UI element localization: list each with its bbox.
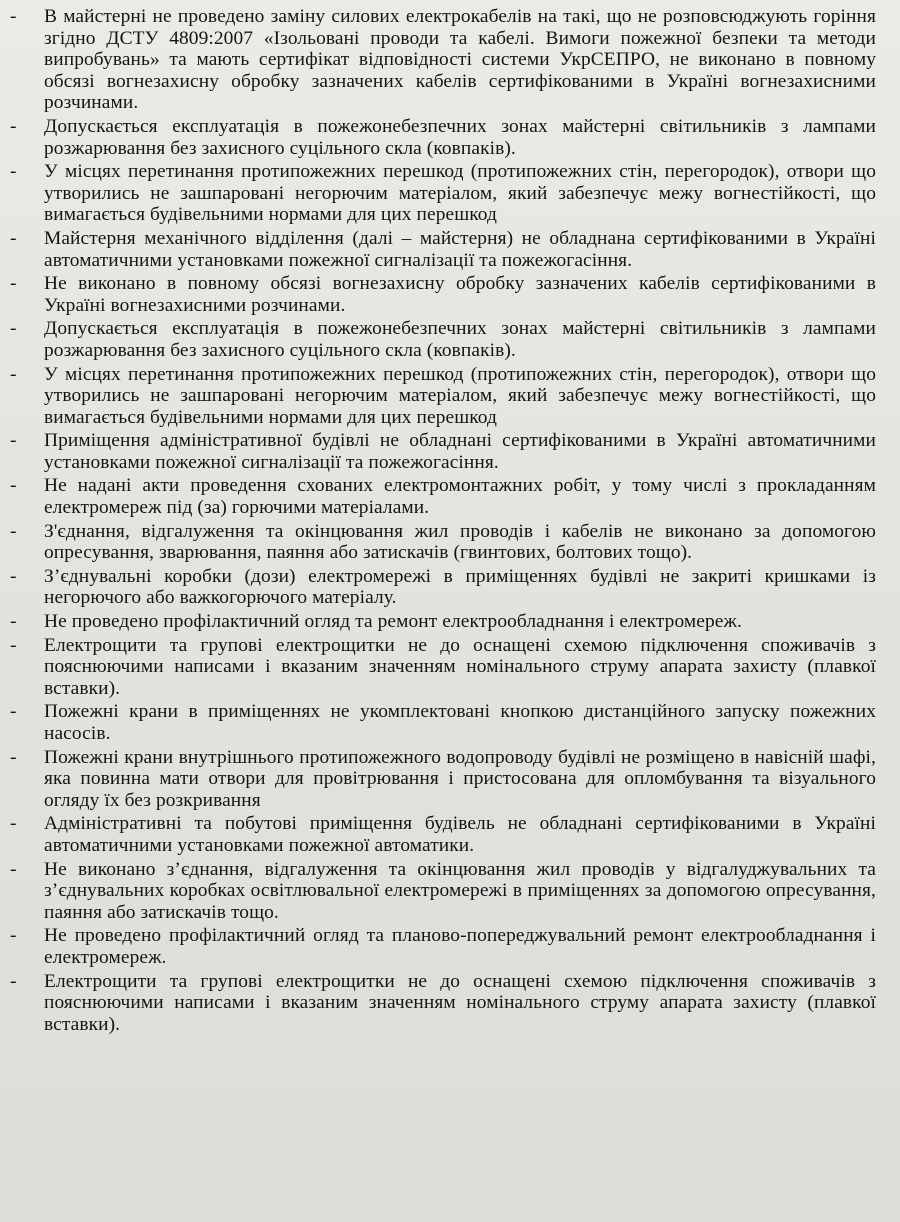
list-item <box>8 521 876 564</box>
bullet-dash: - <box>10 520 17 542</box>
list-item-text: Приміщення адміністративної будівлі не обладнані сертифікованими в Україні автоматичними установками пожежної сигналізації та пожежогасіння. <box>44 430 876 473</box>
bullet-dash: - <box>10 813 17 835</box>
bullet-dash: - <box>10 161 17 183</box>
list-item <box>8 925 876 968</box>
bullet-dash: - <box>10 6 17 27</box>
list-item-text: Майстерня механічного відділення (далі – майстерня) не обладнана сертифікованими в Україні автоматичними установками пожежної сигналізації та пожежогасіння. <box>44 227 876 271</box>
bullet-dash: - <box>10 970 17 992</box>
list-item <box>8 273 876 316</box>
list-item-text: Не виконано в повному обсязі вогнезахисну обробку зазначених кабелів сертифікованими в Україні вогнезахисними розчинами. <box>44 273 876 316</box>
requirements-list <box>8 6 876 1035</box>
list-item <box>8 701 876 744</box>
list-item-text: З'єднання, відгалуження та окінцювання жил проводів і кабелів не виконано за допомогою опресування, зварювання, паяння або затискачів (гвинтових, болтових тощо). <box>44 520 876 564</box>
list-item-text: Пожежні крани в приміщеннях не укомплектовані кнопкою дистанційного запуску пожежних насосів. <box>44 701 876 744</box>
list-item <box>8 635 876 700</box>
list-item <box>8 971 876 1036</box>
bullet-dash: - <box>10 318 17 340</box>
list-item <box>8 161 876 226</box>
list-item <box>8 364 876 429</box>
list-item-text: В майстерні не проведено заміну силових електрокабелів на такі, що не розповсюджують горіння згідно ДСТУ 4809:2007 «Ізольовані проводи та кабелі. Вимоги пожежної безпеки та методи випробувань» та мають сертифікат відповідності системи УкрСЕПРО, не виконано в повному обсязі вогнезахисну обробку зазначених кабелів сертифікованими в Україні вогнезахисними розчинами. <box>44 6 876 114</box>
bullet-dash: - <box>10 475 17 497</box>
list-item-text: Електрощити та групові електрощитки не до оснащені схемою підключення споживачів з пояснюючими написами і вказаним значенням номінального струму апарата захисту (плавкої вставки). <box>44 970 876 1035</box>
list-item-text: У місцях перетинання протипожежних перешкод (протипожежних стін, перегородок), отвори що утворились не зашпаровані негорючим матеріалом, який забезпечує межу вогнестійкості, що вимагається будівельними нормами для цих перешкод <box>44 161 876 226</box>
bullet-dash: - <box>10 611 17 633</box>
bullet-dash: - <box>10 565 17 587</box>
list-item <box>8 859 876 924</box>
bullet-dash: - <box>10 273 17 295</box>
list-item-text: Не надані акти проведення схованих електромонтажних робіт, у тому числі з прокладанням електромереж під (за) горючими матеріалами. <box>44 475 876 519</box>
list-item <box>8 566 876 609</box>
list-item-text: Допускається експлуатація в пожежонебезпечних зонах майстерні світильників з лампами розжарювання без захисного суцільного скла (ковпаків). <box>44 115 876 159</box>
list-item <box>8 475 876 518</box>
list-item <box>8 747 876 812</box>
list-item-text: З’єднувальні коробки (дози) електромережі в приміщеннях будівлі не закриті кришками із негорючого або важкогорючого матеріалу. <box>44 565 876 609</box>
list-item <box>8 611 876 633</box>
list-item-text: Пожежні крани внутрішнього протипожежного водопроводу будівлі не розміщено в навісній шафі, яка повинна мати отвори для провітрювання і пристосована для опломбування та візуального огляду їх без розкривання <box>44 746 876 811</box>
bullet-dash: - <box>10 115 17 137</box>
list-item <box>8 318 876 361</box>
bullet-dash: - <box>10 925 17 947</box>
bullet-dash: - <box>10 227 17 249</box>
bullet-dash: - <box>10 746 17 768</box>
list-item-text: Електрощити та групові електрощитки не до оснащені схемою підключення споживачів з пояснюючими написами і вказаним значенням номінального струму апарата захисту (плавкої вставки). <box>44 634 876 699</box>
bullet-dash: - <box>10 701 17 723</box>
bullet-dash: - <box>10 363 17 385</box>
list-item-text: Не виконано з’єднання, відгалуження та окінцювання жил проводів у відгалуджувальних та з’єднувальних коробках освітлювальної електромережі в приміщеннях за допомогою опресування, паяння або затискачів тощо. <box>44 858 876 923</box>
list-item-text: Не проведено профілактичний огляд та планово-попереджувальний ремонт електрообладнання і електромереж. <box>44 925 876 968</box>
list-item <box>8 430 876 473</box>
list-item-text: У місцях перетинання протипожежних перешкод (протипожежних стін, перегородок), отвори що утворились не зашпаровані негорючим матеріалом, який забезпечує межу вогнестійкості, що вимагається будівельними нормами для цих перешкод <box>44 363 876 428</box>
list-item <box>8 6 876 114</box>
list-item <box>8 228 876 271</box>
bullet-dash: - <box>10 430 17 452</box>
bullet-dash: - <box>10 634 17 656</box>
bullet-dash: - <box>10 858 17 880</box>
list-item-text: Допускається експлуатація в пожежонебезпечних зонах майстерні світильників з лампами розжарювання без захисного суцільного скла (ковпаків). <box>44 318 876 361</box>
list-item <box>8 116 876 159</box>
list-item <box>8 813 876 856</box>
list-item-text: Не проведено профілактичний огляд та ремонт електрообладнання і електромереж. <box>44 611 742 633</box>
list-item-text: Адміністративні та побутові приміщення будівель не обладнані сертифікованими в Україні автоматичними установками пожежної автоматики. <box>44 813 876 856</box>
